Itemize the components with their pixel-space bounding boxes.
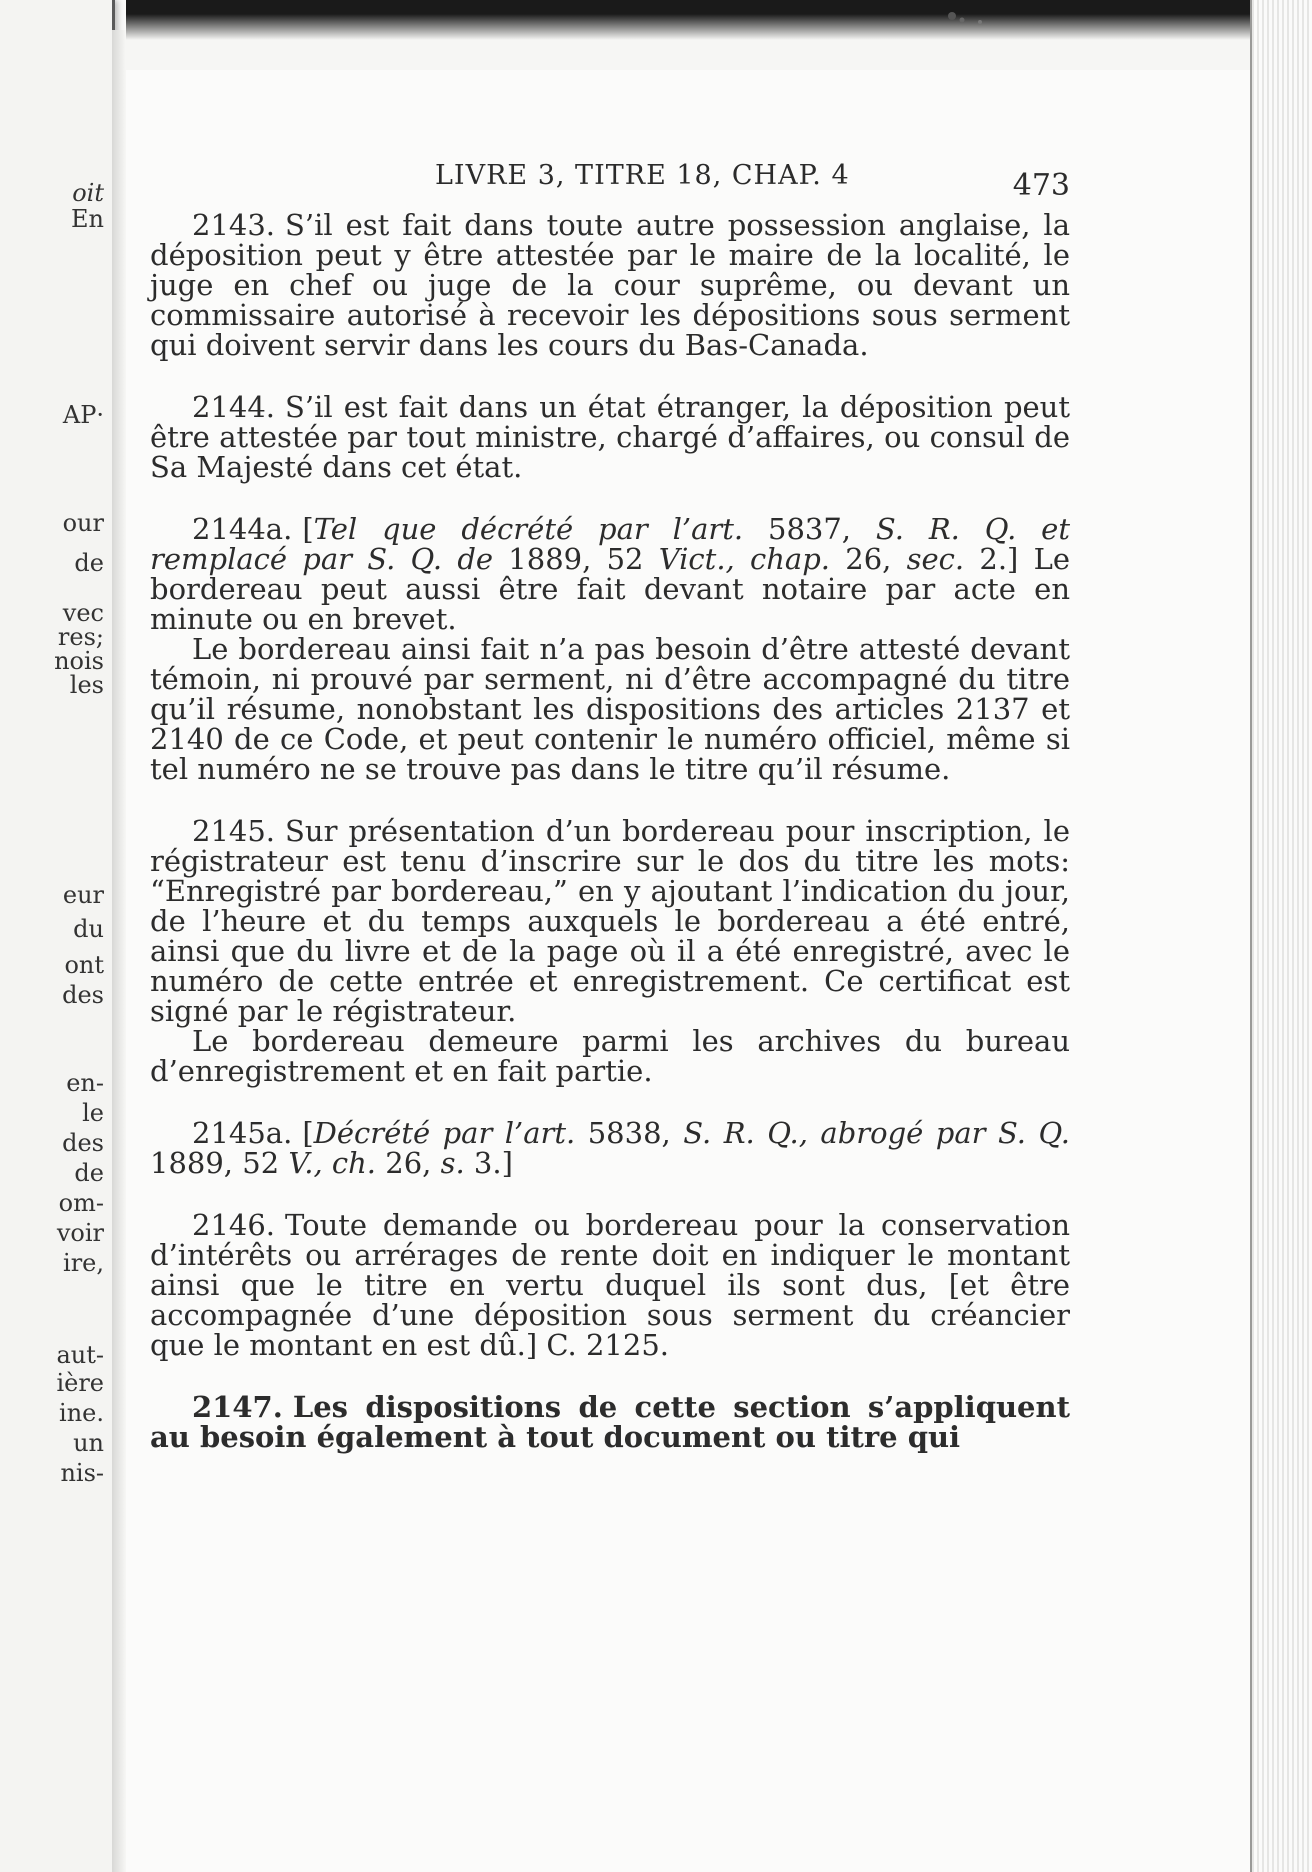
left-page-text-fragment: le [82,1099,104,1127]
book-binding-gutter [112,30,126,1872]
article-text: Toute demande ou bordereau pour la conservation d’intérêts ou arrérages de rente doit en indiquer le montant ainsi que le titre en vertu duquel ils sont dus, [et être accompagnée d’une déposition sous serment du créancier que le montant en est dû.] C. 2125. [150,1208,1070,1362]
article-2144 [150,392,1070,482]
article-paragraph [150,1026,1070,1086]
left-page-text-fragment: our [62,509,104,537]
left-page-text-fragment: En [71,205,104,233]
article-text: Sur présentation d’un bordereau pour inscription, le régistrateur est tenu d’inscrire sur le dos du titre les mots: “Enregistré par bordereau,” en y ajoutant l’indication du jour, de l’heure et du temps auxquels le bordereau a été entré, ainsi que du livre et de la page où il a été enregistré, avec le numéro de cette entrée et enregistrement. Ce certificat est signé par le régistrateur. [150,814,1070,1028]
running-head-title: LIVRE 3, TITRE 18, CHAP. 4 [435,160,850,191]
left-page-text-fragment: vec [62,599,104,627]
left-page-text-fragment: nis- [60,1459,104,1487]
article-number: 2147. [192,1390,283,1424]
left-page-text-fragment: eur [62,881,104,909]
page-stack-edge [1250,0,1312,1872]
left-page-text-fragment: ire, [63,1249,104,1277]
article-text: Les dispositions de cette section s’appliquent au besoin également à tout document ou titre qui [150,1390,1070,1454]
left-page-text-fragment: AP· [62,401,104,429]
amendment-note: [Décrété par l’art. 5838, S. R. Q., abrogé par S. Q. 1889, 52 V., ch. 26, s. 3.] [150,1116,1070,1180]
left-page-text-fragment: des [62,981,104,1009]
left-page-text-fragment: en- [66,1069,104,1097]
article-paragraph [150,514,1070,634]
article-paragraph [150,392,1070,482]
article-number: 2143. [192,208,276,242]
dust-speckle [940,0,1000,40]
article-paragraph [150,1210,1070,1360]
left-page-text-fragment: voir [56,1219,104,1247]
left-page-text-fragment: de [74,1159,104,1187]
left-page-text-fragment: nois [54,647,104,675]
left-page-text-fragment: les [69,671,104,699]
previous-page-fragment [0,0,115,1872]
amendment-note: [Tel que décrété par l’art. 5837, S. R. Q. et remplacé par S. Q. de 1889, 52 Vict., chap. 26, sec. 2.] [150,512,1070,576]
left-page-text-fragment: om- [58,1189,104,1217]
book-page [150,150,1080,1452]
left-page-text-fragment: des [62,1129,104,1157]
page-number: 473 [1012,168,1070,203]
page-top-edge [126,0,1252,70]
left-page-text-fragment: ine. [59,1399,104,1427]
left-page-text-fragment: de [74,549,104,577]
left-page-text-fragment: un [73,1429,104,1457]
left-page-text-fragment: aut- [56,1341,104,1369]
left-page-text-fragment: ont [64,951,104,979]
article-text: Le bordereau ainsi fait n’a pas besoin d’être attesté devant témoin, ni prouvé par serment, ni d’être accompagné du titre qu’il résume, nonobstant les dispositions des articles 2137 et 2140 de ce Code, et peut contenir le numéro officiel, même si tel numéro ne se trouve pas dans le titre qu’il résume. [150,632,1070,786]
article-paragraph [150,1118,1070,1178]
left-page-text-fragment: du [73,915,104,943]
article-number: 2144. [192,390,276,424]
left-page-text-fragment: ière [56,1369,104,1397]
article-2143 [150,210,1070,360]
article-2147 [150,1392,1070,1452]
article-paragraph [150,816,1070,1026]
article-paragraph [150,634,1070,784]
running-head [150,150,1080,210]
article-number: 2144a. [192,512,293,546]
article-text: S’il est fait dans toute autre possession anglaise, la déposition peut y être attestée par le maire de la localité, le juge en chef ou juge de la cour suprême, ou devant un commissaire autorisé à recevoir les dépositions sous serment qui doivent servir dans les cours du Bas-Canada. [150,208,1070,362]
article-2145 [150,816,1070,1086]
article-number: 2146. [192,1208,276,1242]
article-text: Le bordereau demeure parmi les archives du bureau d’enregistrement et en fait partie. [150,1024,1070,1088]
article-number: 2145. [192,814,276,848]
article-2145a [150,1118,1070,1178]
article-paragraph [150,210,1070,360]
article-paragraph [150,1392,1070,1452]
article-text: S’il est fait dans un état étranger, la déposition peut être attestée par tout ministre, chargé d’affaires, ou consul de Sa Majesté dans cet état. [150,390,1070,484]
left-page-text-fragment: res; [57,623,104,651]
article-number: 2145a. [192,1116,293,1150]
left-page-text-fragment: oit [72,179,104,207]
article-2144a [150,514,1070,784]
article-2146 [150,1210,1070,1360]
article-text: Le bordereau peut aussi être fait devant notaire par acte en minute ou en brevet. [150,542,1071,636]
